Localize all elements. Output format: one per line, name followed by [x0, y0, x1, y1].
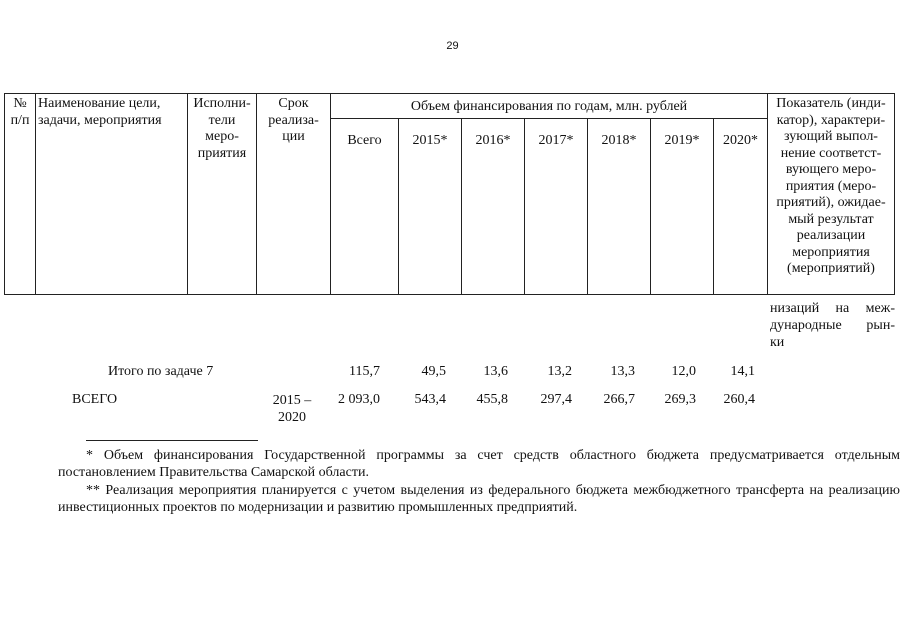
row-label: Итого по задаче 7 — [108, 364, 214, 379]
footnote-1 — [58, 447, 900, 481]
continuation-line: ки — [770, 335, 785, 350]
row-value: 269,3 — [664, 392, 696, 407]
col-indicator-header: Показатель (инди- катор), характери- зующий выпол- нение соответст- вующего меро- приятия (меро- приятий), ожидае- мый результат реализации мероприятия (мероприятий) — [768, 94, 895, 295]
page-number: 29 — [446, 40, 459, 52]
row-value: 455,8 — [476, 392, 508, 407]
row-value: 49,5 — [421, 364, 446, 379]
continuation-line: низаций на меж- — [770, 301, 895, 316]
footnote-2 — [58, 482, 900, 516]
year-header: 2017* — [525, 118, 588, 294]
col-num-header: № п/п — [5, 94, 36, 295]
col-name-header: Наименование цели, задачи, мероприятия — [36, 94, 188, 295]
row-value: 297,4 — [540, 392, 572, 407]
indicator-continuation — [770, 300, 895, 351]
row-value: 260,4 — [723, 392, 755, 407]
row-value: 12,0 — [671, 364, 696, 379]
footnote-divider — [86, 440, 258, 441]
row-value: 13,3 — [610, 364, 635, 379]
header-table — [4, 93, 895, 295]
col-funding-header: Объем финансирования по годам, млн. рублей — [331, 94, 768, 119]
row-term: 2015 – 2020 — [272, 393, 312, 425]
row-total: 115,7 — [349, 364, 380, 379]
year-header: 2019* — [651, 118, 714, 294]
sub-total-header: Всего — [331, 118, 399, 294]
footnote-text: ** Реализация мероприятия планируется с учетом выделения из федерального бюджета межбюджетного трансферта на реализацию инвестиционных проектов по модернизации и развитию промышленных предприятий. — [58, 483, 900, 515]
footnote-text: * Объем финансирования Государственной программы за счет средств областного бюджета предусматривается отдельным постановлением Правительства Самарской области. — [58, 448, 900, 480]
continuation-line: дународные рын- — [770, 318, 895, 333]
row-value: 14,1 — [730, 364, 755, 379]
row-value: 13,6 — [483, 364, 508, 379]
year-header: 2018* — [588, 118, 651, 294]
row-value: 266,7 — [603, 392, 635, 407]
row-label: ВСЕГО — [72, 392, 118, 407]
row-total: 2 093,0 — [338, 392, 380, 407]
col-term-header: Срок реализа- ции — [257, 94, 331, 295]
year-header: 2020* — [714, 118, 768, 294]
col-executors-header: Исполни- тели меро- приятия — [188, 94, 257, 295]
row-value: 543,4 — [414, 392, 446, 407]
year-header: 2016* — [462, 118, 525, 294]
year-header: 2015* — [399, 118, 462, 294]
row-value: 13,2 — [547, 364, 572, 379]
